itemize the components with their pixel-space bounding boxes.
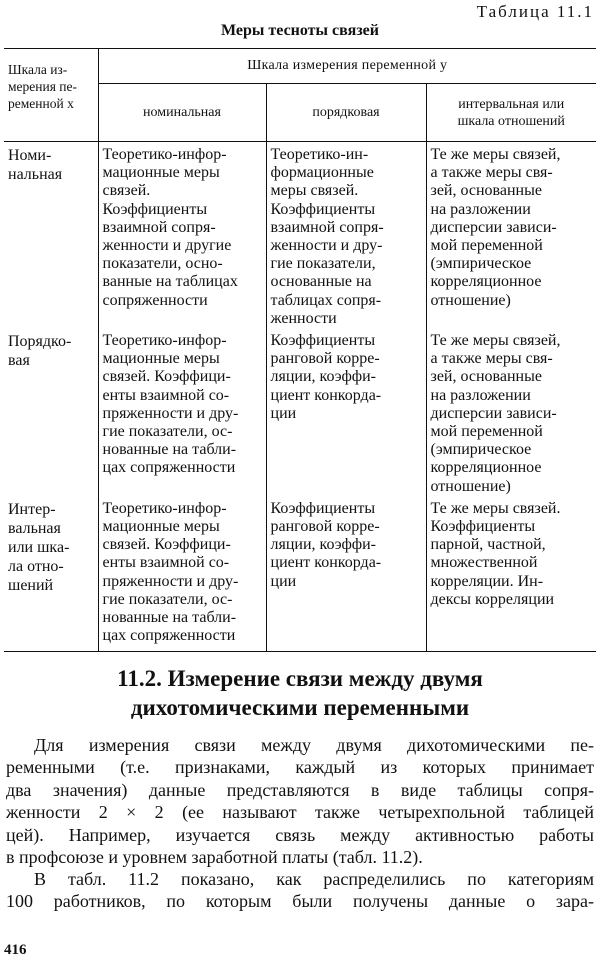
- row-header-ordinal: Порядко- вая: [4, 328, 98, 496]
- table-cell: Теоретико-ин- формационные меры связей. Коэффициенты взаимной сопря- женности и дру- гие показатели, основанные на таблицах сопря- женности: [266, 142, 426, 329]
- row-variable-header: Шкала из- мерения пе- ременной x: [4, 49, 98, 142]
- table-title: Меры тесноты связей: [221, 22, 379, 39]
- row-header-nominal: Номи- нальная: [4, 142, 98, 329]
- table-cell: Те же меры связей, а также меры свя- зей, основанные на разложении дисперсии зависи- мой переменной (эмпирическое корреляционное отношение): [430, 146, 561, 309]
- row-header-interval: Интер- вальная или шка- ла отно- шений: [4, 496, 98, 652]
- table-cell: Теоретико-инфор- мационные меры связей. Коэффици- енты взаимной со- пряженности и дру- гие показатели, ос- нованные на табли- цах сопряженности: [98, 496, 266, 652]
- section-heading: 11.2. Измерение связи между двумя дихотомическими переменными: [117, 666, 483, 720]
- column-variable-header: Шкала измерения переменной y: [98, 49, 596, 84]
- table-cell: Теоретико-инфор- мационные меры связей. Коэффициенты взаимной сопря- женности и другие показатели, осно- ванные на таблицах сопряженности: [102, 146, 238, 309]
- table-row: [4, 496, 596, 652]
- table-cell: Теоретико-инфор- мационные меры связей. Коэффици- енты взаимной со- пряженности и дру- гие показатели, ос- нованные на табли- цах сопряженности: [102, 332, 239, 477]
- table-cell: Те же меры связей. Коэффициенты парной, частной, множественной корреляции. Ин- дексы корреляции: [426, 496, 596, 652]
- table-header-row: [4, 49, 596, 84]
- col-header-ordinal: порядковая: [266, 84, 426, 142]
- table-row: [4, 328, 596, 496]
- table-cell: Коэффициенты ранговой корре- ляции, коэффи- циент конкорда- ции: [266, 496, 426, 652]
- page-number: 416: [4, 942, 27, 958]
- col-header-interval: интервальная или шкала отношений: [426, 84, 596, 142]
- table-cell: Те же меры связей, а также меры свя- зей, основанные на разложении дисперсии зависи- мой переменной (эмпирическое корреляционное отношение): [430, 332, 561, 495]
- col-header-nominal: номинальная: [98, 84, 266, 142]
- table-cell: Коэффициенты ранговой корре- ляции, коэффи- циент конкорда- ции: [266, 328, 426, 496]
- measures-table: [4, 48, 596, 652]
- paragraph: Для измерения связи между двумя дихотомическими пе- ременными (т.е. признаками, каждый из которых принимает два значения) данные представляются в виде таблицы сопря- женности 2 × 2 (ее называют также четырехпольной таблицей цей). Например, изучается связь между активностью работы в профсоюзе и уровнем заработной платы (табл. 11.2).: [6, 735, 594, 868]
- table-number: Таблица 11.1: [476, 2, 594, 21]
- table-row: [4, 142, 596, 329]
- paragraph: В табл. 11.2 показано, как распределились по категориям 100 работников, по которым были получены данные о зара-: [6, 869, 594, 912]
